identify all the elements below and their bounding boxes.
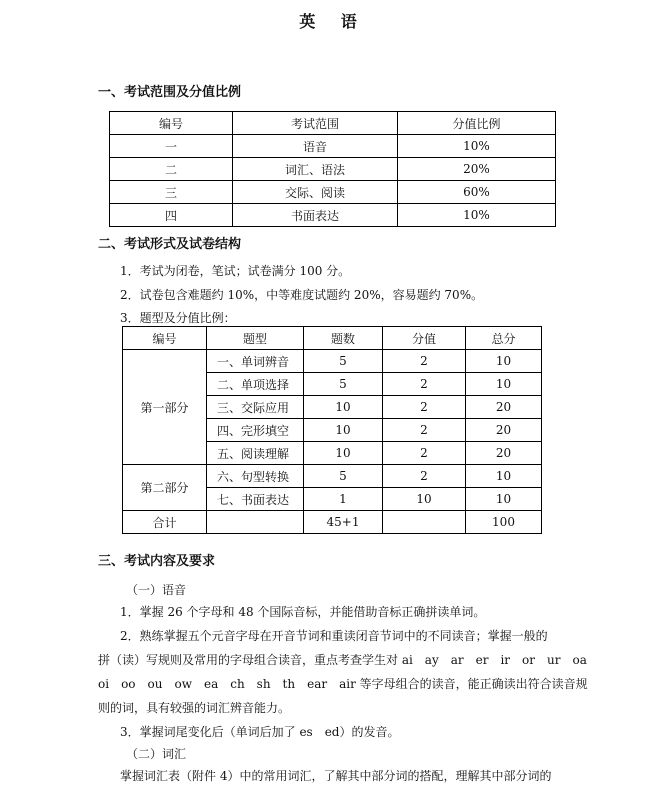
cell: 一、单词辨音	[207, 350, 304, 373]
page-title: 英 语	[299, 12, 367, 31]
cell: 20	[466, 396, 542, 419]
table-row	[110, 135, 556, 158]
col-header: 分值比例	[398, 112, 556, 135]
cell: 10	[466, 373, 542, 396]
cell: 语音	[233, 135, 398, 158]
paragraph: 掌握词汇表（附件 4）中的常用词汇，了解其中部分词的搭配，理解其中部分词的	[120, 769, 552, 783]
section3-heading: 三、考试内容及要求	[98, 554, 216, 569]
cell	[207, 511, 304, 534]
cell: 5	[304, 465, 383, 488]
section2-heading: 二、考试形式及试卷结构	[98, 237, 242, 252]
table-row	[110, 204, 556, 227]
score-ratio-table	[109, 111, 556, 227]
part-label: 第一部分	[123, 350, 207, 465]
cell: 20	[466, 419, 542, 442]
table-header-row	[123, 327, 542, 350]
cell: 100	[466, 511, 542, 534]
cell: 10%	[398, 135, 556, 158]
cell: 合计	[123, 511, 207, 534]
question-type-item: 3．题型及分值比例：	[120, 311, 236, 325]
exam-form-item: 1．考试为闭卷，笔试；试卷满分 100 分。	[120, 264, 351, 278]
cell: 2	[383, 350, 466, 373]
cell: 四	[110, 204, 233, 227]
cell: 三、交际应用	[207, 396, 304, 419]
cell: 四、完形填空	[207, 419, 304, 442]
cell: 10	[304, 419, 383, 442]
col-header: 题型	[207, 327, 304, 350]
table-total-row	[123, 511, 542, 534]
paragraph: 1．掌握 26 个字母和 48 个国际音标，并能借助音标正确拼读单词。	[120, 605, 486, 619]
cell: 1	[304, 488, 383, 511]
cell: 10	[466, 465, 542, 488]
subsection-vocabulary: （二）词汇	[126, 747, 187, 761]
cell: 10	[304, 396, 383, 419]
paragraph: 2．熟练掌握五个元音字母在开音节词和重读闭音节词中的不同读音；掌握一般的	[120, 629, 548, 643]
cell: 2	[383, 396, 466, 419]
cell	[383, 511, 466, 534]
col-header: 题数	[304, 327, 383, 350]
cell: 二	[110, 158, 233, 181]
subsection-phonetics: （一）语音	[126, 583, 187, 597]
cell: 10	[383, 488, 466, 511]
cell: 10%	[398, 204, 556, 227]
cell: 10	[466, 488, 542, 511]
section1-heading: 一、考试范围及分值比例	[98, 85, 242, 100]
cell: 45+1	[304, 511, 383, 534]
paragraph: 则的词，具有较强的词汇辨音能力。	[98, 701, 291, 715]
difficulty-item: 2．试卷包含难题约 10%，中等难度试题约 20%，容易题约 70%。	[120, 288, 484, 302]
cell: 5	[304, 350, 383, 373]
question-type-table	[122, 326, 542, 534]
table-row	[110, 158, 556, 181]
cell: 10	[466, 350, 542, 373]
cell: 六、句型转换	[207, 465, 304, 488]
cell: 词汇、语法	[233, 158, 398, 181]
cell: 2	[383, 419, 466, 442]
cell: 2	[383, 373, 466, 396]
col-header: 总分	[466, 327, 542, 350]
paragraph: oi oo ou ow ea ch sh th ear air 等字母组合的读音，能正确读出符合读音规	[98, 677, 588, 691]
cell: 2	[383, 442, 466, 465]
paragraph: 拼（读）写规则及常用的字母组合读音，重点考查学生对 ai ay ar er ir or ur oa	[98, 653, 587, 667]
cell: 一	[110, 135, 233, 158]
col-header: 编号	[123, 327, 207, 350]
cell: 七、书面表达	[207, 488, 304, 511]
table-row	[110, 181, 556, 204]
cell: 二、单项选择	[207, 373, 304, 396]
cell: 20%	[398, 158, 556, 181]
cell: 五、阅读理解	[207, 442, 304, 465]
col-header: 分值	[383, 327, 466, 350]
table-row	[123, 350, 542, 373]
cell: 交际、阅读	[233, 181, 398, 204]
table-header-row	[110, 112, 556, 135]
cell: 三	[110, 181, 233, 204]
col-header: 编号	[110, 112, 233, 135]
cell: 5	[304, 373, 383, 396]
col-header: 考试范围	[233, 112, 398, 135]
cell: 2	[383, 465, 466, 488]
table-row	[123, 465, 542, 488]
cell: 20	[466, 442, 542, 465]
part-label: 第二部分	[123, 465, 207, 511]
cell: 10	[304, 442, 383, 465]
cell: 书面表达	[233, 204, 398, 227]
paragraph: 3．掌握词尾变化后（单词后加了 es ed）的发音。	[120, 725, 400, 739]
cell: 60%	[398, 181, 556, 204]
